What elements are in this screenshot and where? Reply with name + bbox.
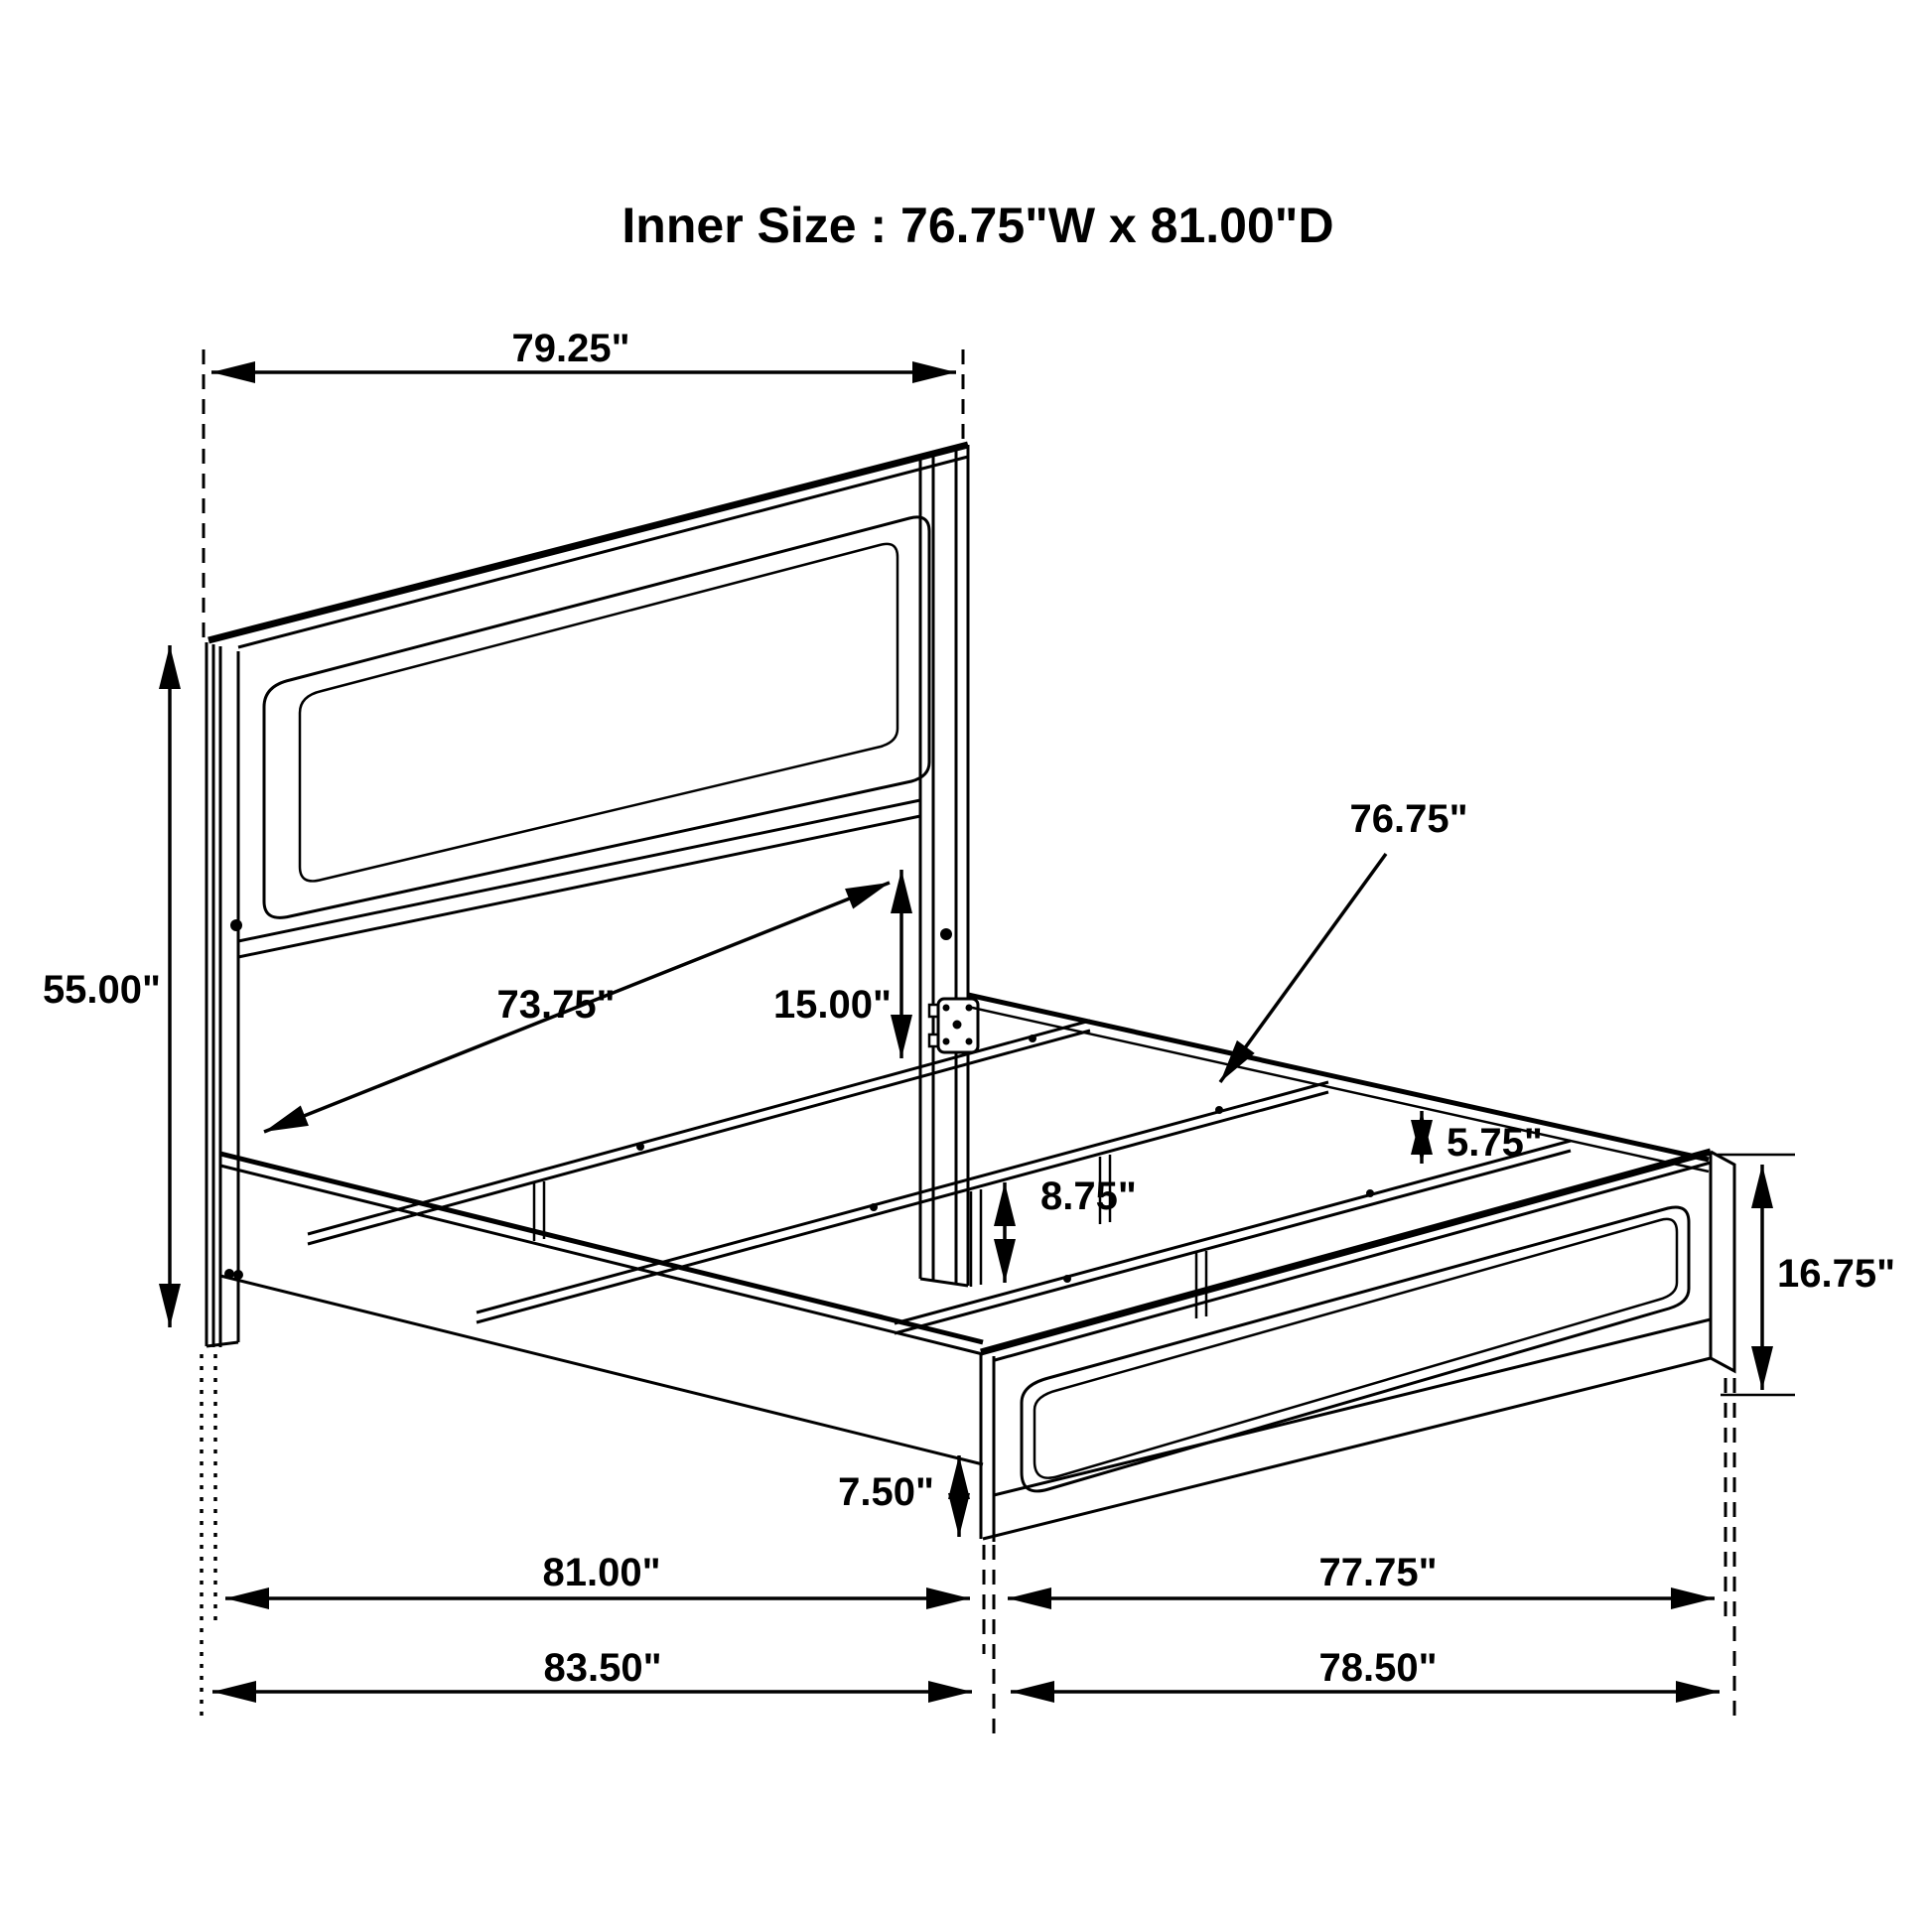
dim-under-headboard-clearance bbox=[773, 870, 901, 1058]
dim-footboard-height bbox=[1762, 1165, 1895, 1390]
support-leg bbox=[971, 1189, 981, 1287]
dimension-label: 76.75" bbox=[1349, 797, 1468, 841]
dim-under-footboard-clearance bbox=[838, 1455, 959, 1537]
screw-dot bbox=[1215, 1106, 1223, 1114]
dimension-label: 16.75" bbox=[1777, 1252, 1896, 1296]
dim-slat-support-height bbox=[1005, 1174, 1137, 1283]
headboard-recessed-panel bbox=[264, 517, 929, 917]
dimension-label: 77.75" bbox=[1318, 1551, 1438, 1594]
support-leg bbox=[1196, 1251, 1206, 1318]
leader-arrow bbox=[1220, 854, 1386, 1082]
left-side-rail bbox=[220, 1154, 983, 1464]
screw-dot bbox=[1029, 1035, 1036, 1042]
dim-inner-length bbox=[225, 1551, 970, 1598]
dim-overall-length bbox=[212, 1646, 972, 1692]
extension-lines bbox=[202, 349, 1795, 1735]
dim-footboard-overall-width bbox=[1011, 1646, 1720, 1692]
screw-dot bbox=[1063, 1275, 1071, 1283]
dim-headboard-width bbox=[211, 327, 956, 372]
right-side-rail bbox=[968, 995, 1709, 1172]
dim-headboard-height bbox=[43, 645, 170, 1327]
dimension-label: 7.50" bbox=[838, 1470, 934, 1514]
screw-dot bbox=[940, 928, 952, 940]
dim-slat-frame-width bbox=[1220, 797, 1468, 1082]
dim-footboard-inner-width bbox=[1008, 1551, 1715, 1598]
dimension-label: 55.00" bbox=[42, 968, 161, 1012]
dimension-label: 15.00" bbox=[772, 983, 892, 1027]
screw-dot bbox=[636, 1143, 644, 1151]
screw-dot bbox=[1366, 1189, 1374, 1197]
dimension-label: 83.50" bbox=[543, 1646, 662, 1690]
dimension-label: 8.75" bbox=[1040, 1174, 1137, 1218]
dimension-label: 73.75" bbox=[496, 983, 616, 1027]
dimension-label: 81.00" bbox=[542, 1551, 661, 1594]
page-title: Inner Size : 76.75"W x 81.00"D bbox=[621, 198, 1334, 253]
dimension-label: 5.75" bbox=[1447, 1121, 1543, 1165]
dimension-label: 78.50" bbox=[1318, 1646, 1438, 1690]
screw-dot bbox=[870, 1203, 878, 1211]
screw-dot bbox=[230, 919, 242, 931]
dimension-label: 79.25" bbox=[511, 327, 630, 370]
